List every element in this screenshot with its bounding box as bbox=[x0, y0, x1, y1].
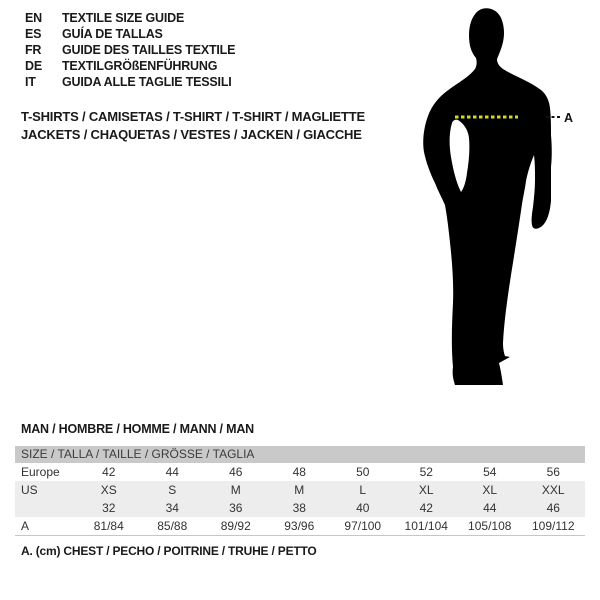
table-row-label: US bbox=[21, 483, 38, 497]
table-row-numeric bbox=[15, 499, 585, 517]
table-row-label: A bbox=[21, 519, 30, 533]
size-table bbox=[15, 446, 585, 536]
table-cell: XS bbox=[100, 483, 117, 497]
table-cell: 42 bbox=[419, 501, 433, 515]
table-cell: S bbox=[168, 483, 177, 497]
language-code: FR bbox=[25, 43, 42, 57]
language-title: TEXTILE SIZE GUIDE bbox=[62, 11, 185, 25]
table-cell: 46 bbox=[229, 465, 243, 479]
table-cell: 44 bbox=[483, 501, 497, 515]
language-list bbox=[25, 10, 235, 90]
language-code: EN bbox=[25, 11, 42, 25]
table-cell: 105/108 bbox=[468, 519, 512, 533]
table-cell: 32 bbox=[102, 501, 116, 515]
table-cell: 85/88 bbox=[157, 519, 188, 533]
table-cell: 46 bbox=[546, 501, 560, 515]
language-code: ES bbox=[25, 27, 42, 41]
table-cell: 52 bbox=[419, 465, 433, 479]
language-title: GUIDA ALLE TAGLIE TESSILI bbox=[62, 75, 232, 89]
table-cell: 36 bbox=[229, 501, 243, 515]
table-row-chest-a bbox=[15, 517, 585, 535]
table-cell: 81/84 bbox=[93, 519, 124, 533]
table-row-us bbox=[15, 481, 585, 499]
measure-label-a: A bbox=[564, 111, 574, 125]
category-line-tshirts: T-SHIRTS / CAMISETAS / T-SHIRT / T-SHIRT / MAGLIETTE bbox=[21, 109, 365, 124]
language-title: TEXTILGRÖßENFÜHRUNG bbox=[62, 59, 218, 73]
language-row bbox=[25, 42, 235, 58]
language-row bbox=[25, 74, 235, 90]
measurement-figure bbox=[415, 5, 575, 395]
table-cell: XL bbox=[418, 483, 434, 497]
table-cell: M bbox=[294, 483, 305, 497]
garment-categories bbox=[21, 108, 365, 144]
table-cell: 97/100 bbox=[344, 519, 382, 533]
category-line-jackets: JACKETS / CHAQUETAS / VESTES / JACKEN / GIACCHE bbox=[21, 127, 362, 142]
table-cell: 54 bbox=[483, 465, 497, 479]
table-cell: 56 bbox=[546, 465, 560, 479]
table-cell: 50 bbox=[356, 465, 370, 479]
table-row-label: Europe bbox=[21, 465, 60, 479]
table-cell: L bbox=[359, 483, 367, 497]
table-cell: 34 bbox=[165, 501, 179, 515]
man-silhouette-shape bbox=[423, 8, 552, 385]
language-row bbox=[25, 58, 235, 74]
table-row-europe bbox=[15, 463, 585, 481]
table-cell: 89/92 bbox=[220, 519, 251, 533]
table-cell: 44 bbox=[165, 465, 179, 479]
table-cell: 48 bbox=[292, 465, 306, 479]
language-title: GUÍA DE TALLAS bbox=[62, 27, 163, 41]
language-row bbox=[25, 10, 235, 26]
table-cell: XXL bbox=[541, 483, 565, 497]
man-silhouette bbox=[415, 5, 575, 395]
table-header: SIZE / TALLA / TAILLE / GRÖSSE / TAGLIA bbox=[15, 446, 585, 463]
table-cell: 109/112 bbox=[532, 519, 575, 533]
table-cell: 93/96 bbox=[284, 519, 315, 533]
table-cell: 42 bbox=[102, 465, 116, 479]
section-title-man: MAN / HOMBRE / HOMME / MANN / MAN bbox=[21, 422, 254, 436]
language-row bbox=[25, 26, 235, 42]
language-code: IT bbox=[25, 75, 36, 89]
table-cell: 38 bbox=[292, 501, 306, 515]
table-row-label bbox=[15, 499, 77, 517]
language-code: DE bbox=[25, 59, 42, 73]
table-cell: 101/104 bbox=[404, 519, 448, 533]
table-cell: 40 bbox=[356, 501, 370, 515]
table-cell: M bbox=[230, 483, 241, 497]
footnote-chest: A. (cm) CHEST / PECHO / POITRINE / TRUHE / PETTO bbox=[21, 544, 317, 558]
table-cell: XL bbox=[482, 483, 498, 497]
language-title: GUIDE DES TAILLES TEXTILE bbox=[62, 43, 236, 57]
